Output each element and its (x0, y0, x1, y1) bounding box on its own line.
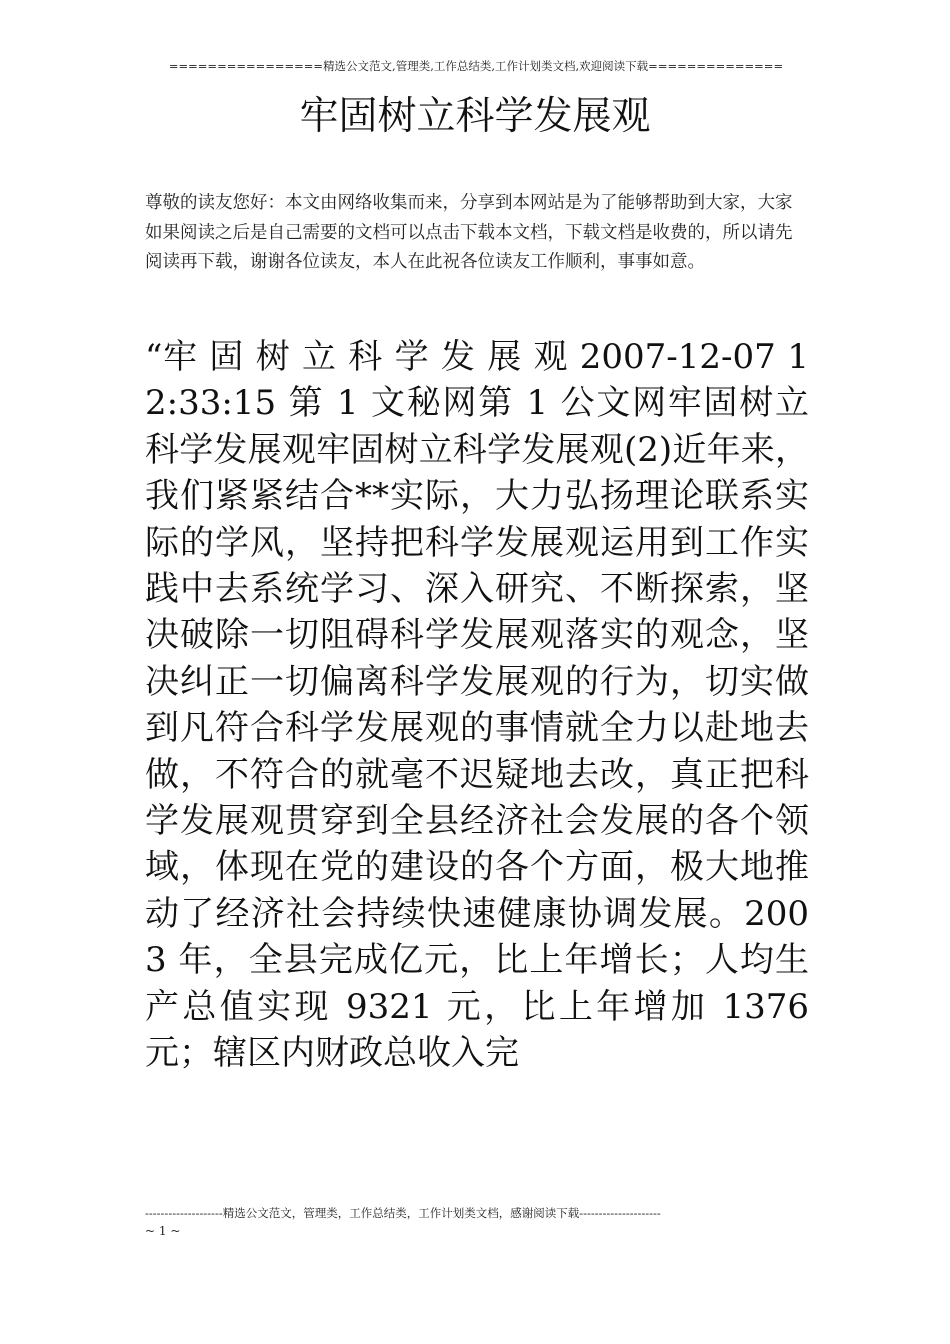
footer-banner: --------------------精选公文范文，管理类，工作总结类，工作计划类文档，感谢阅读下载--------------------- (145, 1206, 661, 1220)
document-title: 牢固树立科学发展观 (299, 94, 651, 139)
page-number: ~ 1 ~ (145, 1224, 181, 1238)
header-banner: ================精选公文范文,管理类,工作总结类,工作计划类文档,欢迎阅读下载============== (168, 59, 784, 73)
body-paragraph: “牢 固 树 立 科 学 发 展 观 2007-12-07 12:33:15 第 1 文秘网第 1 公文网牢固树立科学发展观牢固树立科学发展观(2)近年来，我们紧紧结合**实际，大力弘扬理论联系实际的学风，坚持把科学发展观运用到工作实践中去系统学习、深入研究、不断探索，坚决破除一切阻碍科学发展观落实的观念，坚决纠正一切偏离科学发展观的行为，切实做到凡符合科学发展观的事情就全力以赴地去做，不符合的就毫不迟疑地去改，真正把科学发展观贯穿到全县经济社会发展的各个领域，体现在党的建设的各个方面，极大地推动了经济社会持续快速健康协调发展。2003 年，全县完成亿元，比上年增长；人均生产总值实现 9321 元，比上年增加 1376 元；辖区内财政总收入完 (145, 337, 809, 1074)
greeting-paragraph: 尊敬的读友您好：本文由网络收集而来，分享到本网站是为了能够帮助到大家，大家如果阅读之后是自己需要的文档可以点击下载本文档，下载文档是收费的，所以请先阅读再下载，谢谢各位读友，本人在此祝各位读友工作顺利，事事如意。 (145, 193, 793, 272)
